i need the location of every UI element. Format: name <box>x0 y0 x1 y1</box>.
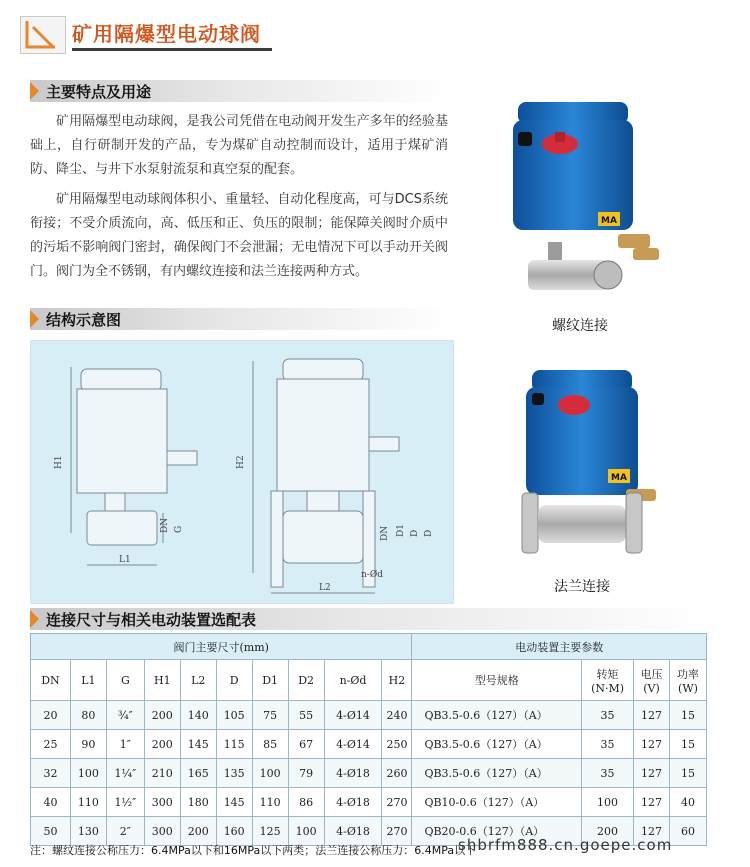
table-cell: 60 <box>669 817 706 846</box>
paragraph-2: 矿用隔爆型电动球阀体积小、重量轻、自动化程度高，可与DCS系统衔接；不受介质流向，高、低压和正、负压的限制；能保障关阀时介质中的污垢不影响阀门密封，确保阀门不会泄漏；无电情况下可以手动开关阀门。阀门为全不锈钢，有内螺纹连接和法兰连接两种方式。 <box>30 192 448 279</box>
table-cell: 300 <box>144 788 180 817</box>
section-header-features <box>30 80 450 102</box>
table-cell: 1″ <box>106 730 144 759</box>
structure-diagram <box>30 340 454 604</box>
col-header: G <box>106 660 144 701</box>
table-cell: 180 <box>180 788 216 817</box>
table-cell: QB10-0.6（127）（A） <box>412 788 582 817</box>
table-body <box>31 701 707 846</box>
col-header: L1 <box>70 660 106 701</box>
label-h2: H2 <box>236 455 246 469</box>
table-row <box>31 788 707 817</box>
table-cell: 200 <box>144 701 180 730</box>
table-cell: 86 <box>288 788 324 817</box>
table-cell: 127 <box>634 788 670 817</box>
table-cell: 55 <box>288 701 324 730</box>
col-header: D2 <box>288 660 324 701</box>
table-row <box>31 759 707 788</box>
table-cell: 40 <box>31 788 71 817</box>
table-cell: 200 <box>180 817 216 846</box>
table-cell: 4-Ø18 <box>324 759 382 788</box>
table-cell: 240 <box>382 701 412 730</box>
table-cell: 127 <box>634 759 670 788</box>
table-cell: 15 <box>669 701 706 730</box>
table-cell: 1¼″ <box>106 759 144 788</box>
section-title: 主要特点及用途 <box>46 83 152 101</box>
paragraph-1: 矿用隔爆型电动球阀，是我公司凭借在电动阀开发生产多年的经验基础上，自行研制开发的产品，专为煤矿自动控制而设计，适用于煤矿消防、降尘、与井下水泵射流泵和真空泵的配套。 <box>30 114 448 177</box>
table-cell: 32 <box>31 759 71 788</box>
table-cell: 100 <box>252 759 288 788</box>
table-cell: 110 <box>70 788 106 817</box>
ma-badge: MA <box>601 216 617 226</box>
table-cell: 127 <box>634 701 670 730</box>
table-cell: 2″ <box>106 817 144 846</box>
table-cell: QB3.5-0.6（127）（A） <box>412 701 582 730</box>
table-cell: 67 <box>288 730 324 759</box>
page-title: 矿用隔爆型电动球阀 <box>72 22 261 46</box>
label-l2: L2 <box>319 583 331 593</box>
table-cell: 1½″ <box>106 788 144 817</box>
table-cell: 15 <box>669 759 706 788</box>
table-cell: 35 <box>582 701 634 730</box>
arrow-icon <box>30 310 39 328</box>
table-cell: 35 <box>582 730 634 759</box>
col-header: D <box>216 660 252 701</box>
col-header: 型号规格 <box>412 660 582 701</box>
table-cell: 145 <box>180 730 216 759</box>
col-header: 转矩 (N·M) <box>582 660 634 701</box>
table-cell: 300 <box>144 817 180 846</box>
table-cell: 130 <box>70 817 106 846</box>
section-title: 连接尺寸与相关电动装置选配表 <box>46 611 257 629</box>
section-header-diagram <box>30 308 450 330</box>
arrow-icon <box>30 82 39 100</box>
label-d2: D1 <box>396 524 406 537</box>
table-cell: 4-Ø14 <box>324 701 382 730</box>
table-cell: 250 <box>382 730 412 759</box>
table-cell: 160 <box>216 817 252 846</box>
table-cell: 85 <box>252 730 288 759</box>
table-cell: ¾″ <box>106 701 144 730</box>
col-header: n-Ød <box>324 660 382 701</box>
flanged-valve-photo <box>512 365 672 570</box>
table-cell: 20 <box>31 701 71 730</box>
table-cell: 200 <box>144 730 180 759</box>
arrow-icon <box>30 610 39 628</box>
flanged-caption: 法兰连接 <box>554 579 610 595</box>
label-dn-2: DN <box>380 525 390 541</box>
label-h1: H1 <box>54 455 64 469</box>
group-header-valve: 阀门主要尺寸(mm) <box>31 634 412 660</box>
footnote: 注：螺纹连接公称压力：6.4MPa以下和16MPa以下两类；法兰连接公称压力：6.4MPa以下 <box>30 844 477 857</box>
table-cell: QB3.5-0.6（127）（A） <box>412 730 582 759</box>
table-cell: QB20-0.6（127）（A） <box>412 817 582 846</box>
col-header: H2 <box>382 660 412 701</box>
section-header-table <box>30 608 708 630</box>
table-cell: 260 <box>382 759 412 788</box>
label-d: D <box>424 529 434 537</box>
col-header: DN <box>31 660 71 701</box>
table-cell: QB3.5-0.6（127）（A） <box>412 759 582 788</box>
table-cell: 270 <box>382 788 412 817</box>
group-header-actuator: 电动装置主要参数 <box>412 634 707 660</box>
table-cell: 90 <box>70 730 106 759</box>
col-header: 电压 (V) <box>634 660 670 701</box>
table-cell: 35 <box>582 759 634 788</box>
table-cell: 40 <box>669 788 706 817</box>
table-cell: 165 <box>180 759 216 788</box>
col-header: H1 <box>144 660 180 701</box>
spec-table <box>30 633 707 846</box>
table-cell: 200 <box>582 817 634 846</box>
title-underline <box>72 48 272 51</box>
table-cell: 140 <box>180 701 216 730</box>
table-cell: 4-Ø18 <box>324 817 382 846</box>
table-cell: 4-Ø14 <box>324 730 382 759</box>
table-cell: 100 <box>70 759 106 788</box>
table-row <box>31 730 707 759</box>
table-cell: 15 <box>669 730 706 759</box>
label-dn: DN <box>160 517 170 533</box>
section-title: 结构示意图 <box>46 311 122 329</box>
table-cell: 115 <box>216 730 252 759</box>
table-cell: 100 <box>288 817 324 846</box>
label-g: G <box>174 525 184 533</box>
site-watermark: shbrfm888.cn.goepe.com <box>458 836 673 854</box>
table-cell: 50 <box>31 817 71 846</box>
col-header: 功率 (W) <box>669 660 706 701</box>
table-cell: 127 <box>634 730 670 759</box>
table-cell: 110 <box>252 788 288 817</box>
table-cell: 79 <box>288 759 324 788</box>
col-header: D1 <box>252 660 288 701</box>
table-cell: 270 <box>382 817 412 846</box>
table-cell: 4-Ø18 <box>324 788 382 817</box>
label-nd: n-Ød <box>361 570 383 580</box>
label-l1: L1 <box>119 555 131 565</box>
threaded-valve-photo <box>498 92 668 307</box>
ma-badge-2: MA <box>611 473 627 483</box>
table-cell: 127 <box>634 817 670 846</box>
table-cell: 145 <box>216 788 252 817</box>
col-header: L2 <box>180 660 216 701</box>
table-cell: 25 <box>31 730 71 759</box>
table-cell: 210 <box>144 759 180 788</box>
table-cell: 75 <box>252 701 288 730</box>
table-cell: 100 <box>582 788 634 817</box>
table-cell: 105 <box>216 701 252 730</box>
table-cell: 135 <box>216 759 252 788</box>
threaded-caption: 螺纹连接 <box>552 318 608 334</box>
table-row <box>31 701 707 730</box>
table-cell: 80 <box>70 701 106 730</box>
label-d1: D <box>410 529 420 537</box>
logo-icon <box>20 16 66 54</box>
table-cell: 125 <box>252 817 288 846</box>
